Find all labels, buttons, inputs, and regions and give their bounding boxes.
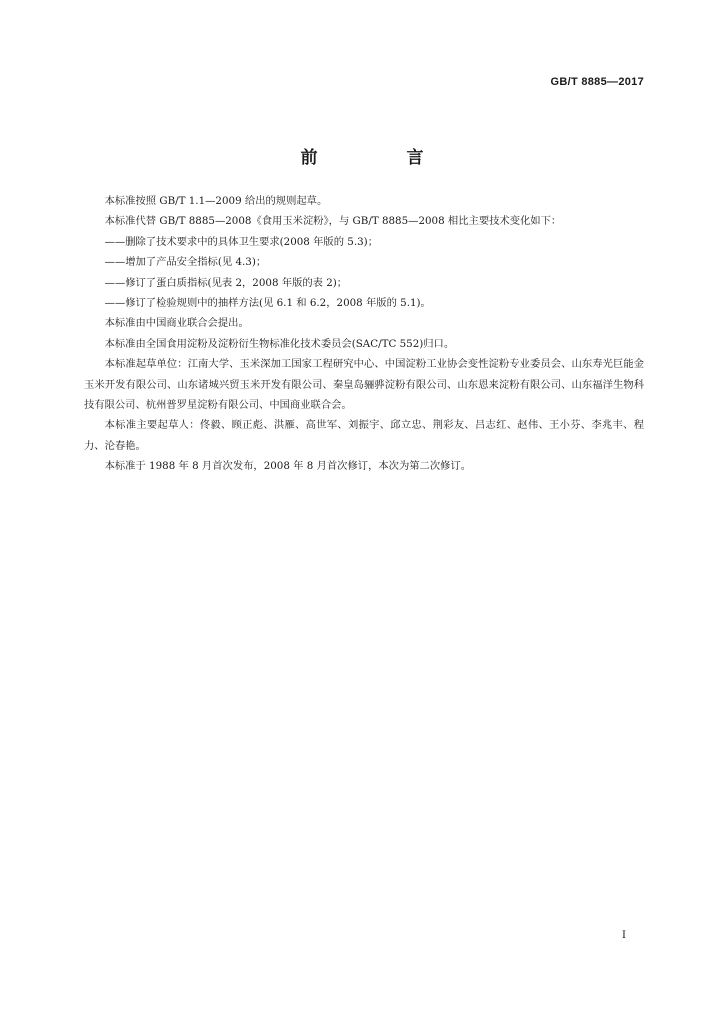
change-item: ——增加了产品安全指标(见 4.3)；: [104, 256, 267, 269]
paragraph-drafters: 本标准主要起草人：佟毅、顾正彪、洪雁、高世军、刘振宇、邱立忠、荆彩友、吕志红、赵伟、王小芬、李兆丰、程力、沦春艳。: [84, 419, 644, 452]
standard-code: GB/T 8885—2017: [550, 76, 644, 88]
foreword-body: [84, 191, 644, 477]
paragraph-replacement: 本标准代替 GB/T 8885—2008《食用玉米淀粉》，与 GB/T 8885—2008 相比主要技术变化如下：: [104, 215, 562, 228]
paragraph-proposer: 本标准由中国商业联合会提出。: [104, 317, 249, 330]
paragraph-drafting-units: 本标准起草单位：江南大学、玉米深加工国家工程研究中心、中国淀粉工业协会变性淀粉专业委员会、山东寿光巨能金玉米开发有限公司、山东诸城兴贸玉米开发有限公司、秦皇岛骊骅淀粉有限公司、山东恩来淀粉有限公司、山东福洋生物科技有限公司、杭州普罗星淀粉有限公司、中国商业联合会。: [84, 358, 644, 412]
paragraph-drafting-rules: 本标准按照 GB/T 1.1—2009 给出的规则起草。: [104, 195, 328, 207]
page-title: 前 言: [300, 148, 460, 168]
paragraph-committee: 本标准由全国食用淀粉及淀粉衍生物标准化技术委员会(SAC/TC 552)归口。: [104, 337, 455, 350]
change-item: ——删除了技术要求中的具体卫生要求(2008 年版的 5.3)；: [104, 235, 378, 248]
change-item: ——修订了检验规则中的抽样方法(见 6.1 和 6.2，2008 年版的 5.1)。: [104, 297, 431, 310]
page-number: I: [622, 930, 626, 941]
paragraph-history: 本标准于 1988 年 8 月首次发布，2008 年 8 月首次修订，本次为第二次修订。: [104, 460, 472, 473]
change-item: ——修订了蛋白质指标(见表 2，2008 年版的表 2)；: [104, 276, 348, 289]
